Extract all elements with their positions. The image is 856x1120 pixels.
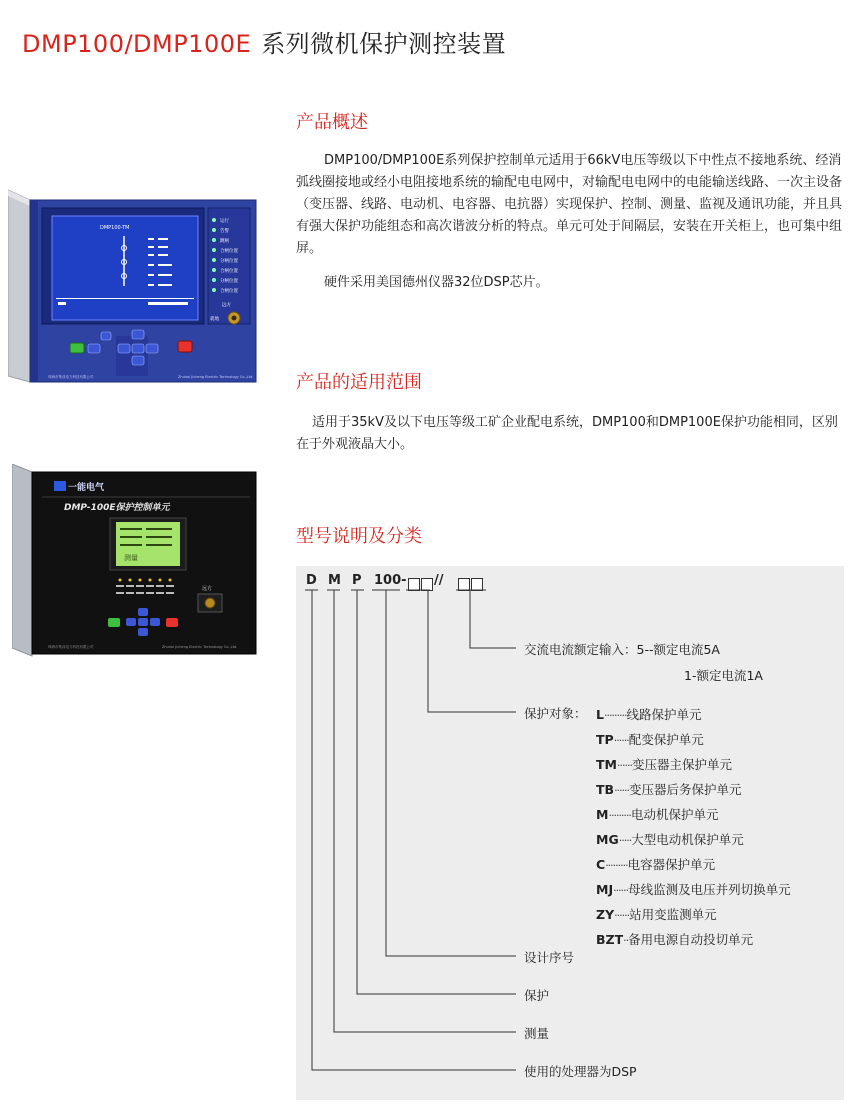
item-dots: ······	[613, 734, 629, 747]
item-desc: 变压器后务保护单元	[629, 782, 742, 797]
led1-label-3: 合闸位置	[220, 249, 238, 254]
led1-label-4: 分闸位置	[220, 259, 238, 264]
list-item	[596, 829, 846, 854]
code-letter-m: M	[328, 573, 341, 588]
ac-input-label: 交流电流额定输入：5--额定电流5A	[524, 642, 720, 657]
item-code: MJ	[596, 882, 614, 897]
item-code: BZT	[596, 932, 624, 947]
device2-logo: 一能电气	[68, 483, 105, 493]
title-model: DMP100/DMP100E	[22, 30, 252, 58]
led1-label-1: 告警	[220, 229, 229, 234]
overview-heading: 产品概述	[296, 112, 368, 133]
code-letter-100: 100-	[374, 573, 407, 588]
item-desc: 电容器保护单元	[627, 857, 716, 872]
item-desc: 线路保护单元	[626, 707, 702, 722]
item-code: MG	[596, 832, 619, 847]
device2-knob-label: 远方	[202, 586, 213, 592]
code-letter-d: D	[306, 573, 317, 588]
overview-paragraph-2: 硬件采用美国德州仪器32位DSP芯片。	[324, 275, 549, 290]
title-text: 系列微机保护测控装置	[261, 30, 507, 58]
item-dots: ······	[614, 784, 630, 797]
item-desc: 变压器主保护单元	[631, 757, 732, 772]
ac-input-label-2: 1-额定电流1A	[684, 668, 763, 683]
item-dots: ·········	[605, 859, 628, 872]
list-item	[596, 779, 846, 804]
list-item	[596, 904, 846, 929]
device2-title: DMP-100E保护控制单元	[64, 503, 170, 513]
list-item	[596, 854, 846, 879]
led1-label-2: 跳闸	[220, 239, 229, 244]
design-seq-label: 设计序号	[524, 950, 575, 965]
code-sep: //	[434, 573, 444, 588]
item-code: M	[596, 807, 609, 822]
processor-label: 使用的处理器为DSP	[524, 1064, 637, 1079]
item-code: TM	[596, 757, 617, 772]
device2-footer-left: 珠海市集成电力科技有限公司	[48, 645, 94, 649]
code-letter-p: P	[352, 573, 362, 588]
item-dots: ·····	[618, 834, 632, 847]
model-heading: 型号说明及分类	[296, 526, 422, 547]
item-code: C	[596, 857, 606, 872]
item-code: ZY	[596, 907, 615, 922]
lcd1-title: DMP100-TM	[100, 225, 130, 231]
knob1-label2: 就地	[210, 317, 219, 322]
protect-label: 保护	[524, 988, 550, 1003]
list-item	[596, 704, 846, 729]
led1-label-5: 合闸位置	[220, 269, 238, 274]
item-desc: 站用变监测单元	[629, 907, 717, 922]
item-dots: ·········	[608, 809, 631, 822]
item-dots: ······	[613, 884, 629, 897]
list-item	[596, 754, 846, 779]
protect-object-label: 保护对象：	[524, 706, 587, 721]
list-item	[596, 804, 846, 829]
item-desc: 母线监测及电压并列切换单元	[628, 882, 791, 897]
item-desc: 备用电源自动投切单元	[628, 932, 754, 947]
item-desc: 电动机保护单元	[630, 807, 719, 822]
list-item	[596, 929, 846, 954]
item-code: TB	[596, 782, 615, 797]
protect-list	[596, 704, 846, 954]
led1-label-6: 分闸位置	[220, 279, 238, 284]
item-desc: 大型电动机保护单元	[631, 832, 744, 847]
list-item	[596, 729, 846, 754]
led1-label-0: 运行	[220, 219, 229, 224]
led1-label-7: 合闸位置	[220, 289, 238, 294]
scope-paragraph: 适用于35kV及以下电压等级工矿企业配电系统，DMP100和DMP100E保护功能相同，区别在于外观液晶大小。	[296, 415, 838, 452]
device2-lcd-text: 测量	[124, 554, 138, 562]
item-desc: 配变保护单元	[628, 732, 704, 747]
device1-footer-left: 珠海市集成电力科技有限公司	[48, 375, 94, 379]
item-dots: ······	[614, 909, 630, 922]
list-item	[596, 879, 846, 904]
item-code: TP	[596, 732, 614, 747]
device2-footer-right: Zhuhai Jicheng Electric Technology Co.,Ltd.	[162, 645, 238, 649]
scope-heading: 产品的适用范围	[296, 372, 422, 393]
item-code: L	[596, 707, 604, 722]
item-dots: ·········	[603, 709, 627, 722]
item-dots: ······	[616, 759, 632, 772]
knob1-label: 远方	[222, 303, 231, 308]
measure-label: 测量	[524, 1026, 550, 1041]
device1-footer-right: Zhuhai Jicheng Electric Technology Co.,Ltd.	[178, 375, 254, 379]
item-dots: ··	[623, 934, 629, 947]
overview-para1: DMP100/DMP100E系列保护控制单元适用于66kV电压等级以下中性点不接地系统、经消弧线圈接地或经小电阻接地系统的输配电电网中，对输配电电网中的电能输送线路、一次主设备（变压器、线路、电动机、电容器、电抗器）实现保护、控制、测量、监视及通讯功能，并且具有强大保护功能组态和高次谐波分析的特点。单元可处于间隔层，安装在开关柜上，也可集中组屏。	[296, 153, 843, 256]
